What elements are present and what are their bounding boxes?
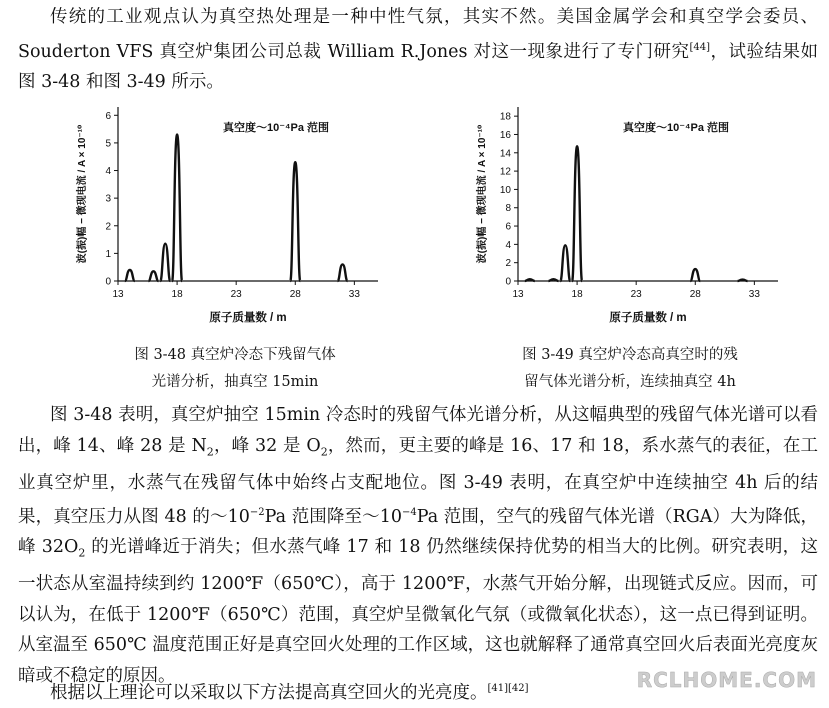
analysis-text-c: ，然而，更主要的峰是 16、17 和 18，系水蒸气的表征，在工业真空炉里，水蒸气在残留气体中始终占支配地位。图 3-49 表明，在真空炉中连续抽空 4h 后的结果，真空压力从图 48 的～10 <box>18 435 818 527</box>
analysis-text-a: 图 3-48 表明，真空炉抽空 15min 冷态时的残留气体光谱分析，从这幅典型的残留气体光谱可以看出，峰 14、峰 28 是 N <box>18 405 818 456</box>
x-tick-label: 28 <box>289 289 301 300</box>
spectrum-peak-m18 <box>172 135 182 281</box>
citation-44: [44] <box>689 41 711 53</box>
figure-3-49-chart <box>460 95 790 330</box>
superscript: −4 <box>401 507 417 518</box>
y-axis-label: 波(振)幅 − 微现电流 / A × 10⁻¹⁰ <box>77 124 88 264</box>
analysis-text-e: Pa 范围，空气的残留气体光谱（RGA）大为降低，峰 32O <box>18 506 818 558</box>
y-tick-label: 18 <box>499 111 511 123</box>
x-tick-label: 18 <box>171 289 183 300</box>
chart-annotation: 真空度～10⁻⁴Pa 范围 <box>623 122 729 134</box>
y-tick-label: 6 <box>105 110 111 122</box>
closing-text: 根据以上理论可以采取以下方法提高真空回火的光亮度。 <box>50 682 488 703</box>
subscript: 2 <box>320 445 328 458</box>
intro-tail: ，试验结果如图 3-48 和图 3-49 所示。 <box>18 41 818 92</box>
x-tick-label: 23 <box>630 289 642 300</box>
x-tick-label: 13 <box>512 289 524 300</box>
y-tick-label: 0 <box>105 276 111 288</box>
y-tick-label: 10 <box>499 184 511 196</box>
x-tick-label: 28 <box>689 289 701 300</box>
chart-annotation: 真空度～10⁻⁴Pa 范围 <box>223 122 329 134</box>
y-tick-label: 8 <box>505 203 511 215</box>
intro-paragraph <box>18 2 818 97</box>
intro-text: 传统的工业观点认为真空热处理是一种中性气氛，其实不然。美国金属学会和真空学会委员、Souderton VFS 真空炉集团公司总裁 William R.Jones 对这一现象进行了专门研究 <box>18 7 818 62</box>
x-tick-label: 13 <box>112 289 124 300</box>
spectrum-peak-m32 <box>338 264 348 281</box>
analysis-text-f: 的光谱峰近于消失；但水蒸气峰 17 和 18 仍然继续保持优势的相当大的比例。研究表明，这一状态从室温持续到约 1200℉（650℃），高于 1200℉，水蒸气开始分解，出现链式反应。因而，可以认为，在低于 1200℉（650℃）范围，真空炉呈微氧化气氛（或微氧化状态），这一点已得到证明。从室温至 650℃ 温度范围正好是真空回火处理的工作区域，这也就解释了通常真空回火后表面光亮度灰暗或不稳定的原因。 <box>18 537 818 686</box>
figure-3-48-svg <box>60 95 390 330</box>
y-tick-label: 2 <box>105 221 111 233</box>
x-tick-label: 18 <box>571 289 583 300</box>
caption-49-line1: 图 3-49 真空炉冷态高真空时的残 <box>522 347 738 363</box>
figure-3-49-caption <box>485 342 775 396</box>
x-axis-label: 原子质量数 / m <box>209 312 287 324</box>
y-tick-label: 4 <box>505 239 511 251</box>
y-tick-label: 6 <box>505 221 511 233</box>
superscript: −2 <box>249 507 265 518</box>
y-tick-label: 2 <box>505 258 511 270</box>
caption-49-line2: 留气体光谱分析，连续抽真空 4h <box>524 374 736 390</box>
watermark: RCLHOME.COM <box>636 668 817 692</box>
x-tick-label: 23 <box>230 289 242 300</box>
x-tick-label: 33 <box>348 289 360 300</box>
analysis-text-b: ，峰 32 是 O <box>213 435 321 456</box>
citation-41-42: [41][42] <box>487 683 529 694</box>
caption-48-line1: 图 3-48 真空炉冷态下残留气体 <box>134 347 336 363</box>
analysis-paragraph <box>18 400 818 691</box>
x-tick-label: 33 <box>748 289 760 300</box>
spectrum-peak-m16 <box>148 271 158 281</box>
y-tick-label: 16 <box>499 129 511 141</box>
spectrum-peak-m17 <box>560 245 570 281</box>
subscript: 2 <box>206 445 214 458</box>
y-tick-label: 14 <box>499 148 511 160</box>
figure-3-49-svg <box>460 95 790 330</box>
y-axis-label: 波(振)幅 − 微现电流 / A × 10⁻¹⁰ <box>477 124 488 264</box>
spectrum-peak-m18 <box>572 146 582 281</box>
y-tick-label: 12 <box>499 166 511 178</box>
spectrum-peak-m28 <box>290 162 300 281</box>
figure-3-48-caption <box>90 342 380 396</box>
x-axis-label: 原子质量数 / m <box>609 312 687 324</box>
y-tick-label: 0 <box>505 276 511 288</box>
spectrum-peak-m32 <box>738 280 748 281</box>
subscript: 2 <box>78 546 86 560</box>
y-tick-label: 1 <box>105 248 111 260</box>
spectrum-peak-m17 <box>160 244 170 281</box>
spectrum-peak-m28 <box>690 269 700 281</box>
analysis-text-d: Pa 范围降至～10 <box>264 506 402 527</box>
caption-48-line2: 光谱分析，抽真空 15min <box>151 374 319 390</box>
figure-3-48-chart <box>60 95 390 330</box>
y-tick-label: 3 <box>105 193 111 205</box>
spectrum-peak-m14 <box>125 270 135 281</box>
y-tick-label: 5 <box>105 138 111 150</box>
y-tick-label: 4 <box>105 166 111 178</box>
